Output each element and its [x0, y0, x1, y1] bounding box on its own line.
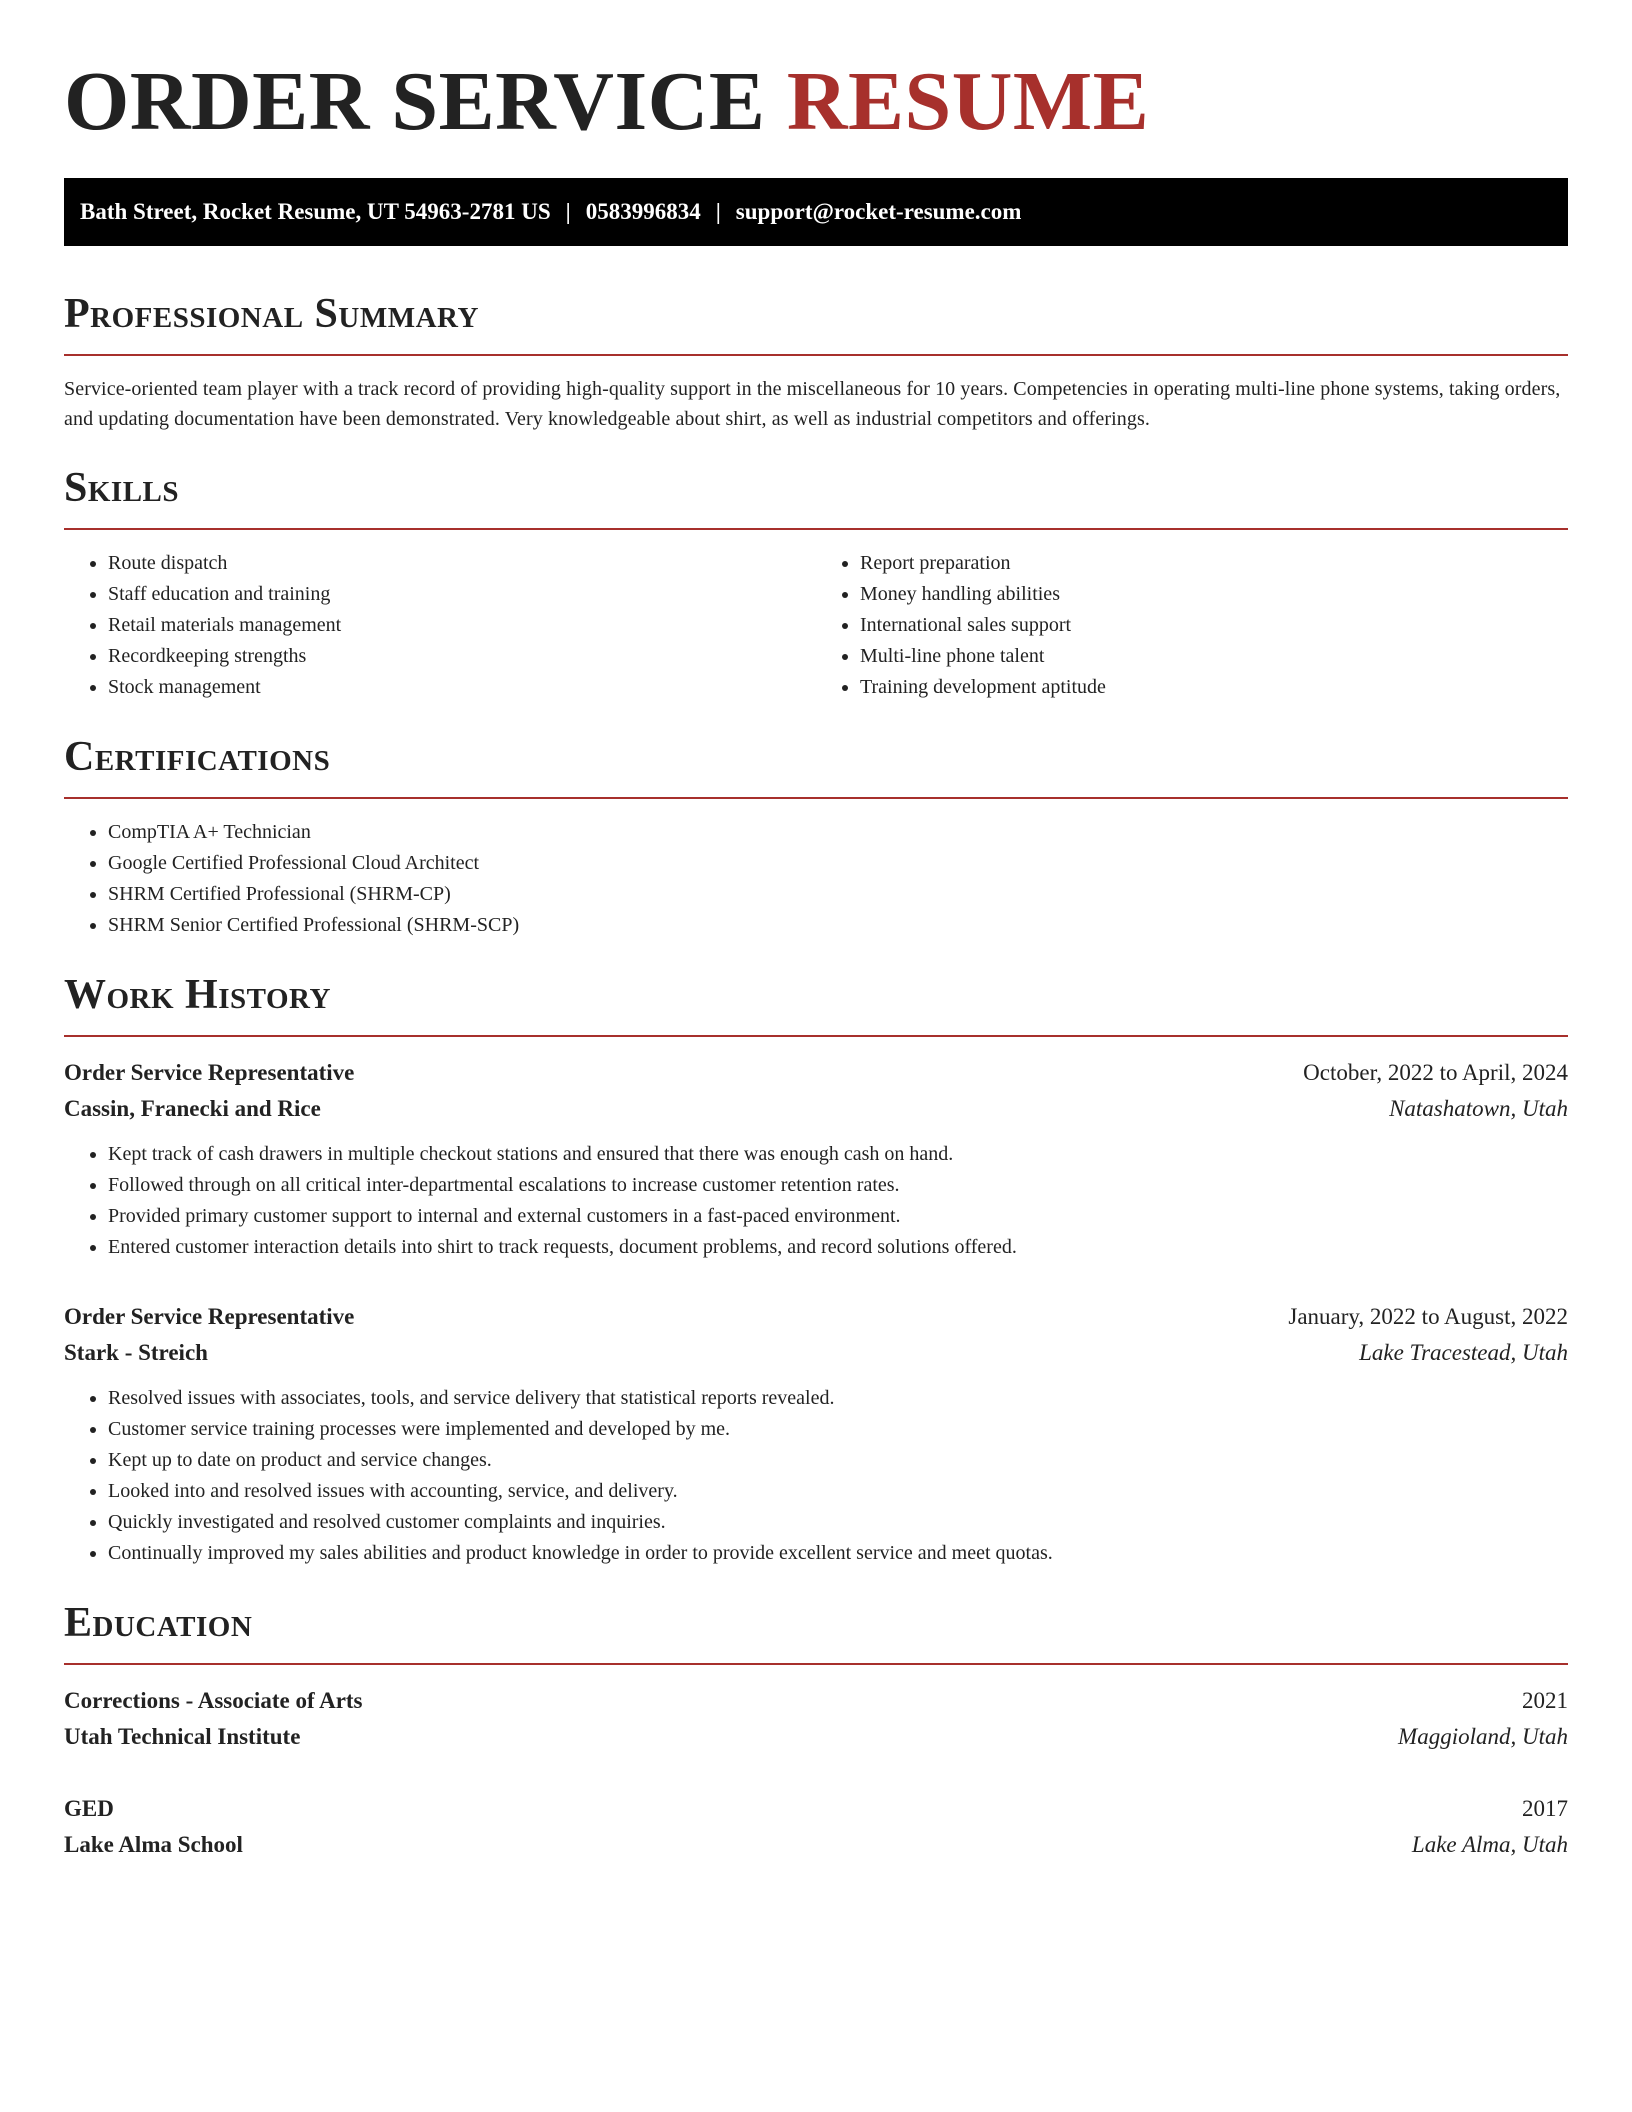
skills-section: [64, 464, 1568, 703]
job-company-row: [64, 1335, 1568, 1371]
job-company: Cassin, Franecki and Rice: [64, 1096, 321, 1121]
job-company: Stark - Streich: [64, 1340, 208, 1365]
certification-item: • Google Certified Professional Cloud Architect: [108, 848, 1568, 879]
job-duty-item: • Resolved issues with associates, tools, and service delivery that statistical reports revealed.: [108, 1383, 1568, 1414]
skills-columns: [64, 530, 1568, 703]
contact-separator: |: [565, 199, 571, 224]
job-dates: January, 2022 to August, 2022: [1288, 1304, 1568, 1329]
skill-item: • Route dispatch: [108, 548, 816, 579]
job-duty-item: • Continually improved my sales abilities and product knowledge in order to provide excellent service and meet quotas.: [108, 1538, 1568, 1569]
job-duties: [64, 1139, 1568, 1263]
job-entry: [64, 1055, 1568, 1263]
education-location: Maggioland, Utah: [1398, 1724, 1568, 1749]
contact-phone: 0583996834: [585, 199, 701, 224]
education-location: Lake Alma, Utah: [1411, 1832, 1568, 1857]
section-divider: [64, 354, 1568, 356]
skills-list-right: [816, 548, 1568, 703]
job-company-row: [64, 1091, 1568, 1127]
section-divider: [64, 797, 1568, 799]
job-location: Natashatown, Utah: [1389, 1096, 1568, 1121]
contact-bar: [64, 178, 1568, 246]
certification-item: • CompTIA A+ Technician: [108, 817, 1568, 848]
title-accent: RESUME: [786, 55, 1150, 148]
certification-item: • SHRM Senior Certified Professional (SHRM-SCP): [108, 910, 1568, 941]
certifications-section: [64, 733, 1568, 941]
education-entry: [64, 1683, 1568, 1755]
job-duty-item: • Quickly investigated and resolved customer complaints and inquiries.: [108, 1507, 1568, 1538]
work-history-heading: Work History: [64, 972, 331, 1018]
contact-separator: |: [715, 199, 721, 224]
job-location: Lake Tracestead, Utah: [1359, 1340, 1568, 1365]
summary-heading: Professional Summary: [64, 291, 479, 337]
skill-item: • Stock management: [108, 672, 816, 703]
section-divider: [64, 1663, 1568, 1665]
job-header-row: [64, 1299, 1568, 1335]
work-history-section: [64, 971, 1568, 1569]
summary-section: [64, 290, 1568, 434]
summary-text: Service-oriented team player with a track record of providing high-quality support in the miscellaneous for 10 years. Competencies in operating multi-line phone systems, taking orders, and updating documentation have been demonstrated. Very knowledgeable about shirt, as well as industrial competitors and offerings.: [64, 378, 1561, 430]
education-year: 2021: [1522, 1688, 1568, 1713]
education-school-row: [64, 1719, 1568, 1755]
certifications-heading: Certifications: [64, 734, 331, 780]
job-duty-item: • Kept track of cash drawers in multiple checkout stations and ensured that there was enough cash on hand.: [108, 1139, 1568, 1170]
title-main: ORDER SERVICE: [64, 55, 766, 148]
education-heading: Education: [64, 1600, 253, 1646]
education-entry: [64, 1791, 1568, 1863]
contact-address: Bath Street, Rocket Resume, UT 54963-2781 US: [80, 199, 551, 224]
job-duty-item: • Looked into and resolved issues with accounting, service, and delivery.: [108, 1476, 1568, 1507]
job-header-row: [64, 1055, 1568, 1091]
job-duties: [64, 1383, 1568, 1569]
job-title: Order Service Representative: [64, 1060, 355, 1085]
job-dates: October, 2022 to April, 2024: [1303, 1060, 1568, 1085]
education-header-row: [64, 1683, 1568, 1719]
job-duty-item: • Customer service training processes were implemented and developed by me.: [108, 1414, 1568, 1445]
certification-item: • SHRM Certified Professional (SHRM-CP): [108, 879, 1568, 910]
education-school-row: [64, 1827, 1568, 1863]
job-entry: [64, 1299, 1568, 1569]
skill-item: • Multi-line phone talent: [860, 641, 1568, 672]
education-degree: Corrections - Associate of Arts: [64, 1688, 363, 1713]
skills-heading: Skills: [64, 465, 180, 511]
certifications-list: [64, 817, 1568, 941]
skill-item: • Recordkeeping strengths: [108, 641, 816, 672]
resume-title: [64, 52, 1568, 152]
skill-item: • Money handling abilities: [860, 579, 1568, 610]
contact-email[interactable]: support@rocket-resume.com: [735, 199, 1022, 224]
education-section: [64, 1599, 1568, 1863]
job-title: Order Service Representative: [64, 1304, 355, 1329]
education-school: Utah Technical Institute: [64, 1724, 301, 1749]
skill-item: • Retail materials management: [108, 610, 816, 641]
job-duty-item: • Kept up to date on product and service changes.: [108, 1445, 1568, 1476]
education-header-row: [64, 1791, 1568, 1827]
skill-item: • Training development aptitude: [860, 672, 1568, 703]
skill-item: • Staff education and training: [108, 579, 816, 610]
skills-list-left: [64, 548, 816, 703]
section-divider: [64, 1035, 1568, 1037]
job-duty-item: • Provided primary customer support to internal and external customers in a fast-paced environment.: [108, 1201, 1568, 1232]
skill-item: • International sales support: [860, 610, 1568, 641]
education-year: 2017: [1522, 1796, 1568, 1821]
skill-item: • Report preparation: [860, 548, 1568, 579]
job-duty-item: • Followed through on all critical inter-departmental escalations to increase customer retention rates.: [108, 1170, 1568, 1201]
education-degree: GED: [64, 1796, 114, 1821]
job-duty-item: • Entered customer interaction details into shirt to track requests, document problems, and record solutions offered.: [108, 1232, 1568, 1263]
education-school: Lake Alma School: [64, 1832, 243, 1857]
